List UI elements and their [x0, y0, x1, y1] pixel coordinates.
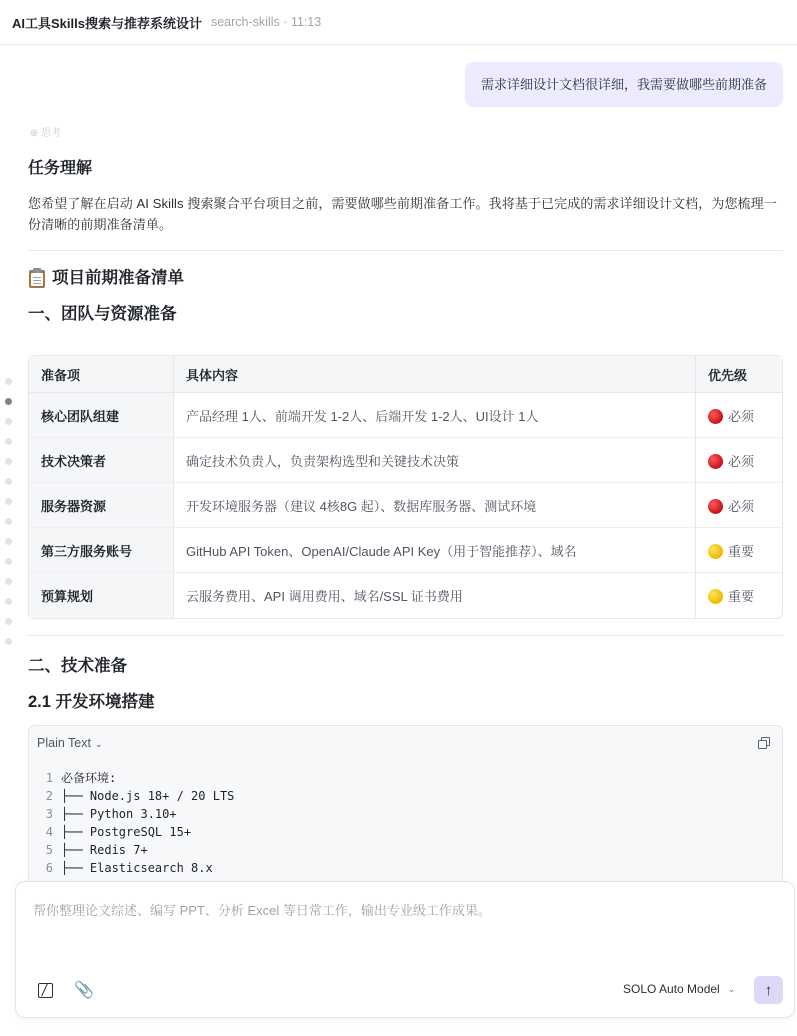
- line-number: 5: [45, 843, 53, 857]
- table-row: [29, 573, 782, 618]
- prep-detail: 确定技术负责人，负责架构选型和关键技术决策: [173, 438, 695, 483]
- nav-dot[interactable]: [5, 538, 12, 545]
- arrow-up-icon: ↑: [764, 981, 773, 999]
- conversation-area[interactable]: [0, 46, 797, 875]
- column-header: 优先级: [695, 356, 782, 393]
- nav-dot-active[interactable]: [5, 398, 12, 405]
- copy-icon[interactable]: [758, 737, 770, 749]
- prep-item: 服务器资源: [29, 483, 173, 528]
- nav-dot[interactable]: [5, 458, 12, 465]
- task-paragraph: [28, 193, 783, 235]
- priority-cell: [695, 528, 782, 573]
- red-circle-icon: [708, 499, 723, 514]
- nav-dot[interactable]: [5, 418, 12, 425]
- line-number: 4: [45, 825, 53, 839]
- prep-table: [28, 355, 783, 619]
- line-number: 1: [45, 771, 53, 785]
- line-number: 2: [45, 789, 53, 803]
- column-header: 准备项: [29, 356, 173, 393]
- divider: [28, 250, 783, 251]
- code-line: [29, 787, 234, 805]
- prep-item: 核心团队组建: [29, 393, 173, 438]
- nav-dot[interactable]: [5, 638, 12, 645]
- top-bar: [0, 0, 797, 45]
- code-text: ├── Redis 7+: [61, 843, 148, 857]
- red-circle-icon: [708, 409, 723, 424]
- code-text: ├── PostgreSQL 15+: [61, 825, 192, 839]
- thinking-indicator: ⊕ 思考: [30, 128, 62, 139]
- nav-dot[interactable]: [5, 478, 12, 485]
- priority-cell: [695, 393, 782, 438]
- prep-detail: 产品经理 1人、前端开发 1-2人、后端开发 1-2人、UI设计 1人: [173, 393, 695, 438]
- prep-item: 预算规划: [29, 573, 173, 618]
- code-language-label: Plain Text: [37, 736, 91, 750]
- priority-label: 必须: [728, 498, 755, 514]
- priority-label: 必须: [728, 453, 755, 469]
- table-row: [29, 393, 782, 438]
- priority-label: 必须: [728, 408, 755, 424]
- send-button[interactable]: [754, 976, 783, 1004]
- line-number: 6: [45, 861, 53, 875]
- table-row: [29, 438, 782, 483]
- nav-dot[interactable]: [5, 378, 12, 385]
- nav-dot[interactable]: [5, 558, 12, 565]
- prep-item: 技术决策者: [29, 438, 173, 483]
- task-paragraph-line1: 您希望了解在启动 AI Skills 搜索聚合平台项目之前，需要做哪些前期准备工作。我将基于已完成的需求详细设计文档，为您梳理一: [28, 196, 777, 211]
- priority-cell: [695, 573, 782, 618]
- nav-dot[interactable]: [5, 438, 12, 445]
- checklist-heading: [28, 265, 783, 291]
- nav-dot[interactable]: [5, 598, 12, 605]
- code-lines: [29, 769, 234, 877]
- model-selector[interactable]: [623, 982, 735, 996]
- clipboard-icon: [28, 268, 46, 288]
- prep-detail: 云服务费用、API 调用费用、域名/SSL 证书费用: [173, 573, 695, 618]
- table-row: [29, 483, 782, 528]
- code-text: ├── Node.js 18+ / 20 LTS: [61, 789, 235, 803]
- priority-cell: [695, 483, 782, 528]
- code-text: 必备环境:: [61, 771, 117, 785]
- slash-command-icon[interactable]: [38, 983, 53, 998]
- prep-item: 第三方服务账号: [29, 528, 173, 573]
- nav-dot[interactable]: [5, 518, 12, 525]
- prep-detail: 开发环境服务器（建议 4核8G 起）、数据库服务器、测试环境: [173, 483, 695, 528]
- yellow-circle-icon: [708, 589, 723, 604]
- nav-dot[interactable]: [5, 578, 12, 585]
- red-circle-icon: [708, 454, 723, 469]
- code-line: [29, 859, 234, 877]
- code-line: [29, 841, 234, 859]
- code-line: [29, 769, 234, 787]
- code-line: [29, 823, 234, 841]
- chevron-down-icon: ⌄: [727, 983, 736, 994]
- priority-label: 重要: [728, 543, 755, 559]
- model-label: SOLO Auto Model: [623, 982, 720, 996]
- priority-cell: [695, 438, 782, 483]
- code-text: ├── Elasticsearch 8.x: [61, 861, 213, 875]
- conversation-title: AI工具Skills搜索与推荐系统设计: [12, 15, 202, 31]
- code-text: ├── Python 3.10+: [61, 807, 177, 821]
- divider: [28, 635, 783, 636]
- line-number: 3: [45, 807, 53, 821]
- section2-subheading: 2.1 开发环境搭建: [28, 693, 155, 711]
- message-input[interactable]: [33, 900, 773, 950]
- prep-detail: GitHub API Token、OpenAI/Claude API Key（用于智能推荐）、域名: [173, 528, 695, 573]
- user-message-bubble: 需求详细设计文档很详细，我需要做哪些前期准备: [465, 62, 783, 107]
- column-header: 具体内容: [173, 356, 695, 393]
- yellow-circle-icon: [708, 544, 723, 559]
- checklist-title: 项目前期准备清单: [52, 269, 184, 287]
- nav-dot[interactable]: [5, 498, 12, 505]
- nav-dot[interactable]: [5, 618, 12, 625]
- task-heading: 任务理解: [28, 160, 93, 177]
- assistant-response: [28, 156, 783, 885]
- task-paragraph-line2: 份清晰的前期准备清单。: [28, 217, 173, 232]
- table-header-row: [29, 356, 782, 393]
- code-language-selector[interactable]: [37, 736, 103, 750]
- message-navigator[interactable]: [5, 378, 15, 658]
- paperclip-icon[interactable]: 📎: [74, 982, 94, 999]
- code-block: [28, 725, 783, 885]
- code-line: [29, 805, 234, 823]
- chevron-down-icon: ⌄: [94, 739, 103, 749]
- section1-heading: 一、团队与资源准备: [28, 305, 177, 323]
- conversation-meta: search-skills · 11:13: [210, 15, 322, 29]
- section2-heading: 二、技术准备: [28, 657, 127, 675]
- priority-label: 重要: [728, 589, 755, 604]
- message-composer: [15, 881, 795, 1018]
- table-row: [29, 528, 782, 573]
